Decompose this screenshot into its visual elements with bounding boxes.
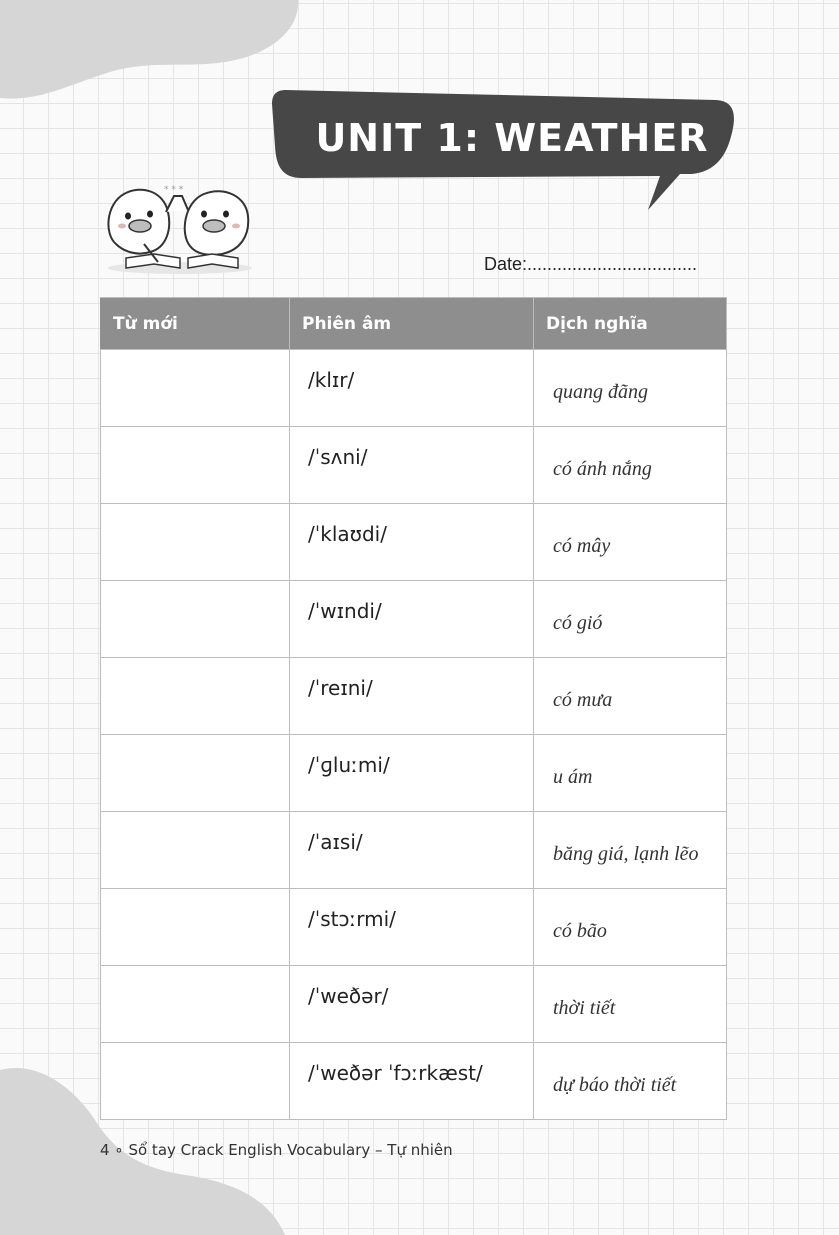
translation-cell xyxy=(534,504,727,581)
word-cell[interactable] xyxy=(101,427,290,504)
word-cell[interactable] xyxy=(101,1043,290,1120)
pronunciation-cell xyxy=(290,1043,534,1120)
pronunciation-cell xyxy=(290,427,534,504)
translation-cell xyxy=(534,581,727,658)
pronunciation-cell xyxy=(290,581,534,658)
translation-text: thời tiết xyxy=(553,996,616,1019)
translation-cell xyxy=(534,812,727,889)
date-field: Date:.................................. xyxy=(484,254,698,274)
translation-text: có bão xyxy=(553,919,607,942)
table-row xyxy=(101,889,727,966)
translation-text: băng giá, lạnh lẽo xyxy=(553,842,699,865)
translation-cell xyxy=(534,658,727,735)
pronunciation-text: /klɪr/ xyxy=(308,368,355,392)
svg-text:* * *: * * * xyxy=(164,185,184,195)
translation-cell xyxy=(534,966,727,1043)
word-cell[interactable] xyxy=(101,504,290,581)
translation-text: có ánh nắng xyxy=(553,457,652,480)
table-row xyxy=(101,581,727,658)
pronunciation-cell xyxy=(290,966,534,1043)
table-row xyxy=(101,350,727,427)
table-row xyxy=(101,812,727,889)
page-footer: 4 ∘ Sổ tay Crack English Vocabulary – Tự nhiên xyxy=(100,1141,453,1159)
header-pronunciation: Phiên âm xyxy=(290,298,534,350)
page-title: UNIT 1: WEATHER xyxy=(315,116,709,160)
vocabulary-table xyxy=(100,297,727,1120)
translation-cell xyxy=(534,1043,727,1120)
pronunciation-text: /ˈreɪni/ xyxy=(308,676,373,700)
pronunciation-text: /ˈaɪsi/ xyxy=(308,830,363,854)
header-translation: Dịch nghĩa xyxy=(534,298,727,350)
word-cell[interactable] xyxy=(101,889,290,966)
pronunciation-cell xyxy=(290,658,534,735)
pronunciation-text: /ˈweðər/ xyxy=(308,984,389,1008)
translation-text: có gió xyxy=(553,611,603,634)
pronunciation-cell xyxy=(290,504,534,581)
translation-cell xyxy=(534,350,727,427)
pronunciation-cell xyxy=(290,889,534,966)
translation-text: u ám xyxy=(553,765,593,788)
table-row xyxy=(101,1043,727,1120)
title-banner xyxy=(272,88,742,214)
pronunciation-text: /ˈwɪndi/ xyxy=(308,599,382,623)
translation-cell xyxy=(534,427,727,504)
translation-text: có mây xyxy=(553,534,611,557)
pronunciation-cell xyxy=(290,350,534,427)
pronunciation-text: /ˈɡluːmi/ xyxy=(308,753,390,777)
translation-cell xyxy=(534,735,727,812)
table-row xyxy=(101,735,727,812)
word-cell[interactable] xyxy=(101,735,290,812)
header-new-word: Từ mới xyxy=(101,298,290,350)
two-ducks-high-five-icon xyxy=(104,182,256,278)
translation-cell xyxy=(534,889,727,966)
pronunciation-text: /ˈsʌni/ xyxy=(308,445,368,469)
word-cell[interactable] xyxy=(101,350,290,427)
table-row xyxy=(101,658,727,735)
table-row xyxy=(101,966,727,1043)
pronunciation-cell xyxy=(290,812,534,889)
table-row xyxy=(101,504,727,581)
pronunciation-text: /ˈstɔːrmi/ xyxy=(308,907,396,931)
word-cell[interactable] xyxy=(101,658,290,735)
pronunciation-text: /ˈklaʊdi/ xyxy=(308,522,387,546)
word-cell[interactable] xyxy=(101,581,290,658)
translation-text: quang đãng xyxy=(553,380,648,403)
table-row xyxy=(101,427,727,504)
translation-text: có mưa xyxy=(553,688,613,711)
word-cell[interactable] xyxy=(101,812,290,889)
table-header-row xyxy=(101,298,727,350)
pronunciation-text: /ˈweðər ˈfɔːrkæst/ xyxy=(308,1061,483,1085)
corner-blob-top-left xyxy=(0,0,310,110)
pronunciation-cell xyxy=(290,735,534,812)
translation-text: dự báo thời tiết xyxy=(553,1073,677,1096)
word-cell[interactable] xyxy=(101,966,290,1043)
